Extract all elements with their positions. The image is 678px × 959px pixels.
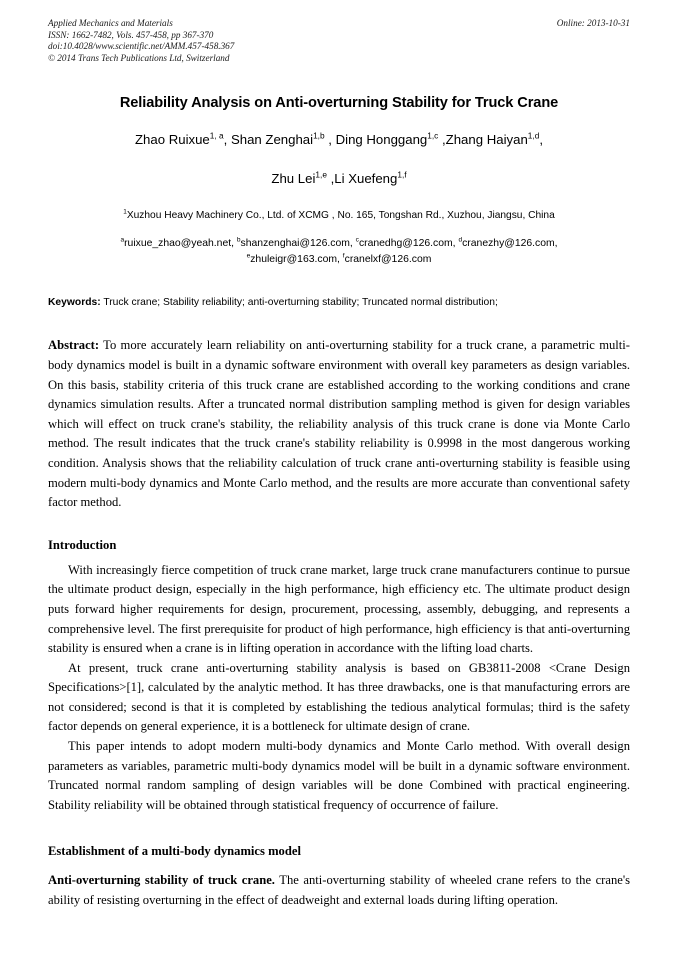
- author-entry: [135, 132, 231, 147]
- author-name: Ding Honggang: [335, 132, 428, 148]
- establishment-paragraph: [48, 871, 630, 910]
- abstract-label: Abstract:: [48, 338, 100, 353]
- affiliation-text: Xuzhou Heavy Machinery Co., Ltd. of XCMG , No. 165, Tongshan Rd., Xuzhou, Jiangsu, China: [126, 210, 555, 222]
- email-address[interactable]: shanzenghai@126.com,: [240, 238, 356, 250]
- author-name: Zhu Lei: [271, 171, 316, 187]
- page-title: Reliability Analysis on Anti-overturning Stability for Truck Crane: [119, 95, 559, 112]
- email-marker: b: [236, 236, 241, 244]
- journal-copyright: © 2014 Trans Tech Publications Ltd, Switzerland: [48, 52, 230, 63]
- author-separator: ,: [438, 132, 446, 148]
- email-marker: f: [342, 252, 345, 260]
- author-entry: [336, 132, 446, 147]
- email-address[interactable]: cranelxf@126.com: [344, 253, 432, 265]
- author-separator: ,: [539, 132, 543, 148]
- introduction-paragraph-2: At present, truck crane anti-overturning stability analysis is based on GB3811-2008 <Crane Design Specifications>[1], calculated by the analytic method. It has three drawbacks, one is that manufacturing errors are not considered; second is that it is completed by establishing the tedious analytical formulas; third is the safety factor depends on general experience, it is a bottleneck for ultimate design of crane.: [48, 660, 630, 734]
- email-marker: d: [458, 236, 463, 244]
- affiliation: [48, 209, 630, 223]
- email-row: [48, 252, 630, 268]
- author-list-line-1: [48, 131, 630, 148]
- keywords-label: Keywords:: [48, 297, 101, 309]
- introduction-paragraph-3: This paper intends to adopt modern multi-body dynamics and Monte Carlo method. With overall design parameters as variables, parametric multi-body dynamics model will be built in a dynamic software environment. Truncated normal random sampling of design variables will be done Combined with practical engineering. Stability reliability will be obtained through statistical frequency of occurrence of failure.: [48, 739, 630, 812]
- journal-issn: ISSN: 1662-7482, Vols. 457-458, pp 367-370: [48, 29, 214, 40]
- email-marker: e: [246, 252, 251, 260]
- author-entry: [446, 132, 543, 147]
- section-heading-establishment: Establishment of a multi-body dynamics model: [48, 844, 301, 859]
- email-row: [48, 236, 630, 252]
- author-affiliation-marker: 1,b: [313, 130, 325, 141]
- author-name: Shan Zenghai: [230, 132, 314, 148]
- author-entry: [231, 132, 336, 147]
- email-address[interactable]: ruixue_zhao@yeah.net,: [124, 238, 237, 250]
- email-address[interactable]: zhuleigr@163.com,: [250, 253, 343, 265]
- keywords: [48, 296, 630, 310]
- author-entry: [334, 171, 406, 186]
- author-emails: [48, 236, 630, 267]
- email-address[interactable]: cranedhg@126.com,: [358, 238, 459, 250]
- introduction-paragraph-1: With increasingly fierce competition of truck crane market, large truck crane manufacturers continue to pursue the ultimate product design, especially in the high performance, high efficiency etc. The ultimate product design puts forward higher requirements for design, procurement, processing, assembly, debugging, and represents a comprehensive level. The first prerequisite for product of high performance, high efficiency is that anti-overturning stability is ensured when a crane is in lifting operation in accordance with the lifting load charts.: [48, 562, 630, 656]
- author-list-line-2: [48, 170, 630, 187]
- author-affiliation-marker: 1,e: [315, 169, 327, 180]
- email-marker: c: [355, 236, 359, 244]
- journal-masthead: [48, 18, 630, 64]
- establishment-text: The anti-overturning stability of wheeled crane refers to the crane's ability of resisting overturning in the effect of deadweight and external loads during lifting operation.: [48, 873, 631, 908]
- author-affiliation-marker: 1, a: [209, 130, 224, 141]
- author-name: Li Xuefeng: [334, 171, 398, 187]
- author-affiliation-marker: 1,d: [527, 130, 540, 141]
- abstract-text: To more accurately learn reliability on anti-overturning stability for a truck crane, a parametric multi-body dynamics model is built in a dynamic software environment with overall key parameters as design variables. On this basis, stability criteria of this truck crane are established according to the working conditions and crane dynamics simulation results. After a truncated normal distribution sampling method is given for design variables which will effect on truck crane's stability, the reliability analysis of this truck crane is done via Monte Carlo method. The result indicates that the truck crane's stability reliability is 0.9998 in the most dangerous working condition. Analysis shows that the reliability calculation of truck crane anti-overturning stability is feasible using modern multi-body dynamics and Monte Carlo method, and the results are more accurate than conventional safety factor method.: [48, 338, 630, 510]
- journal-doi: doi:10.4028/www.scientific.net/AMM.457-458.367: [48, 41, 235, 52]
- affiliation-marker: 1: [123, 208, 127, 216]
- author-name: Zhang Haiyan: [445, 132, 528, 148]
- author-separator: ,: [223, 132, 231, 148]
- author-separator: ,: [326, 171, 335, 187]
- online-date: Online: 2013-10-31: [556, 18, 630, 28]
- keywords-text: Truck crane; Stability reliability; anti-overturning stability; Truncated normal distribution;: [100, 297, 498, 309]
- journal-name: Applied Mechanics and Materials: [48, 18, 173, 28]
- section-heading-introduction: Introduction: [48, 537, 117, 552]
- author-affiliation-marker: 1,f: [397, 169, 407, 180]
- author-affiliation-marker: 1,c: [427, 130, 439, 141]
- author-name: Zhao Ruixue: [134, 132, 210, 148]
- author-entry: [271, 171, 334, 186]
- abstract: [48, 336, 630, 512]
- email-address[interactable]: cranezhy@126.com,: [462, 238, 558, 250]
- email-marker: a: [120, 236, 125, 244]
- establishment-subheading: Anti-overturning stability of truck crane.: [48, 873, 275, 888]
- author-separator: ,: [324, 132, 336, 148]
